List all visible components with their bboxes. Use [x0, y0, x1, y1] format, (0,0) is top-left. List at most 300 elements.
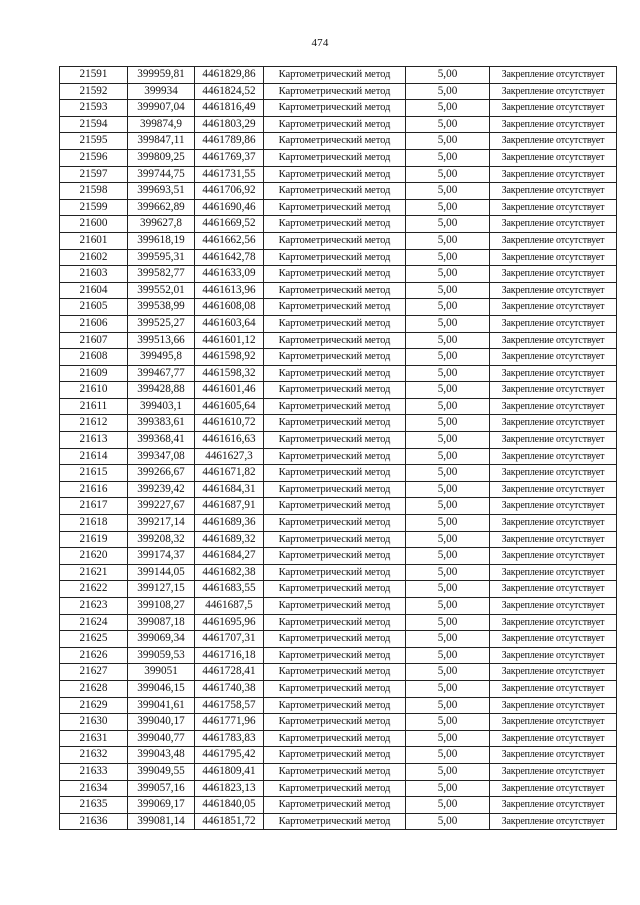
- method-cell: Картометрический метод: [264, 133, 406, 150]
- fixation-cell: Закрепление отсутствует: [490, 282, 617, 299]
- accuracy-cell: 5,00: [406, 564, 490, 581]
- y-coordinate-cell: 4461601,46: [195, 382, 264, 399]
- method-cell: Картометрический метод: [264, 730, 406, 747]
- method-cell: Картометрический метод: [264, 166, 406, 183]
- point-number-cell: 21636: [60, 813, 128, 830]
- accuracy-cell: 5,00: [406, 100, 490, 117]
- fixation-cell: Закрепление отсутствует: [490, 448, 617, 465]
- accuracy-cell: 5,00: [406, 432, 490, 449]
- accuracy-cell: 5,00: [406, 531, 490, 548]
- fixation-cell: Закрепление отсутствует: [490, 232, 617, 249]
- y-coordinate-cell: 4461662,56: [195, 232, 264, 249]
- method-cell: Картометрический метод: [264, 465, 406, 482]
- y-coordinate-cell: 4461690,46: [195, 199, 264, 216]
- point-number-cell: 21628: [60, 680, 128, 697]
- fixation-cell: Закрепление отсутствует: [490, 83, 617, 100]
- accuracy-cell: 5,00: [406, 730, 490, 747]
- method-cell: Картометрический метод: [264, 349, 406, 366]
- accuracy-cell: 5,00: [406, 614, 490, 631]
- method-cell: Картометрический метод: [264, 199, 406, 216]
- x-coordinate-cell: 399907,04: [128, 100, 195, 117]
- accuracy-cell: 5,00: [406, 332, 490, 349]
- table-row: [60, 548, 617, 565]
- y-coordinate-cell: 4461840,05: [195, 797, 264, 814]
- table-row: [60, 415, 617, 432]
- method-cell: Картометрический метод: [264, 83, 406, 100]
- point-number-cell: 21599: [60, 199, 128, 216]
- point-number-cell: 21635: [60, 797, 128, 814]
- y-coordinate-cell: 4461642,78: [195, 249, 264, 266]
- fixation-cell: Закрепление отсутствует: [490, 133, 617, 150]
- accuracy-cell: 5,00: [406, 216, 490, 233]
- method-cell: Картометрический метод: [264, 647, 406, 664]
- y-coordinate-cell: 4461789,86: [195, 133, 264, 150]
- fixation-cell: Закрепление отсутствует: [490, 763, 617, 780]
- fixation-cell: Закрепление отсутствует: [490, 166, 617, 183]
- table-row: [60, 631, 617, 648]
- point-number-cell: 21632: [60, 747, 128, 764]
- method-cell: Картометрический метод: [264, 232, 406, 249]
- table-row: [60, 581, 617, 598]
- x-coordinate-cell: 399127,15: [128, 581, 195, 598]
- accuracy-cell: 5,00: [406, 149, 490, 166]
- point-number-cell: 21602: [60, 249, 128, 266]
- fixation-cell: Закрепление отсутствует: [490, 481, 617, 498]
- method-cell: Картометрический метод: [264, 763, 406, 780]
- y-coordinate-cell: 4461695,96: [195, 614, 264, 631]
- table-row: [60, 166, 617, 183]
- fixation-cell: Закрепление отсутствует: [490, 183, 617, 200]
- method-cell: Картометрический метод: [264, 481, 406, 498]
- accuracy-cell: 5,00: [406, 166, 490, 183]
- point-number-cell: 21631: [60, 730, 128, 747]
- y-coordinate-cell: 4461829,86: [195, 67, 264, 84]
- y-coordinate-cell: 4461671,82: [195, 465, 264, 482]
- x-coordinate-cell: 399239,42: [128, 481, 195, 498]
- table-row: [60, 714, 617, 731]
- y-coordinate-cell: 4461740,38: [195, 680, 264, 697]
- table-row: [60, 697, 617, 714]
- point-number-cell: 21604: [60, 282, 128, 299]
- fixation-cell: Закрепление отсутствует: [490, 199, 617, 216]
- y-coordinate-cell: 4461613,96: [195, 282, 264, 299]
- method-cell: Картометрический метод: [264, 515, 406, 532]
- accuracy-cell: 5,00: [406, 581, 490, 598]
- y-coordinate-cell: 4461687,5: [195, 598, 264, 615]
- accuracy-cell: 5,00: [406, 232, 490, 249]
- accuracy-cell: 5,00: [406, 697, 490, 714]
- accuracy-cell: 5,00: [406, 67, 490, 84]
- method-cell: Картометрический метод: [264, 149, 406, 166]
- method-cell: Картометрический метод: [264, 581, 406, 598]
- y-coordinate-cell: 4461682,38: [195, 564, 264, 581]
- x-coordinate-cell: 399266,67: [128, 465, 195, 482]
- y-coordinate-cell: 4461803,29: [195, 116, 264, 133]
- table-row: [60, 432, 617, 449]
- y-coordinate-cell: 4461610,72: [195, 415, 264, 432]
- accuracy-cell: 5,00: [406, 398, 490, 415]
- x-coordinate-cell: 399618,19: [128, 232, 195, 249]
- y-coordinate-cell: 4461731,55: [195, 166, 264, 183]
- fixation-cell: Закрепление отсутствует: [490, 465, 617, 482]
- fixation-cell: Закрепление отсутствует: [490, 598, 617, 615]
- y-coordinate-cell: 4461689,32: [195, 531, 264, 548]
- fixation-cell: Закрепление отсутствует: [490, 415, 617, 432]
- fixation-cell: Закрепление отсутствует: [490, 365, 617, 382]
- x-coordinate-cell: 399208,32: [128, 531, 195, 548]
- accuracy-cell: 5,00: [406, 116, 490, 133]
- point-number-cell: 21607: [60, 332, 128, 349]
- x-coordinate-cell: 399040,17: [128, 714, 195, 731]
- method-cell: Картометрический метод: [264, 100, 406, 117]
- fixation-cell: Закрепление отсутствует: [490, 67, 617, 84]
- accuracy-cell: 5,00: [406, 664, 490, 681]
- point-number-cell: 21610: [60, 382, 128, 399]
- x-coordinate-cell: 399662,89: [128, 199, 195, 216]
- x-coordinate-cell: 399069,17: [128, 797, 195, 814]
- table-row: [60, 349, 617, 366]
- x-coordinate-cell: 399144,05: [128, 564, 195, 581]
- coordinates-table: [59, 66, 617, 830]
- accuracy-cell: 5,00: [406, 647, 490, 664]
- method-cell: Картометрический метод: [264, 614, 406, 631]
- y-coordinate-cell: 4461605,64: [195, 398, 264, 415]
- accuracy-cell: 5,00: [406, 780, 490, 797]
- y-coordinate-cell: 4461824,52: [195, 83, 264, 100]
- y-coordinate-cell: 4461608,08: [195, 299, 264, 316]
- table-row: [60, 564, 617, 581]
- accuracy-cell: 5,00: [406, 680, 490, 697]
- method-cell: Картометрический метод: [264, 67, 406, 84]
- accuracy-cell: 5,00: [406, 797, 490, 814]
- point-number-cell: 21624: [60, 614, 128, 631]
- point-number-cell: 21634: [60, 780, 128, 797]
- x-coordinate-cell: 399217,14: [128, 515, 195, 532]
- table-row: [60, 780, 617, 797]
- y-coordinate-cell: 4461758,57: [195, 697, 264, 714]
- table-row: [60, 299, 617, 316]
- x-coordinate-cell: 399174,37: [128, 548, 195, 565]
- point-number-cell: 21617: [60, 498, 128, 515]
- table-row: [60, 282, 617, 299]
- coordinates-table-body: [60, 67, 617, 830]
- method-cell: Картометрический метод: [264, 315, 406, 332]
- point-number-cell: 21627: [60, 664, 128, 681]
- method-cell: Картометрический метод: [264, 216, 406, 233]
- y-coordinate-cell: 4461669,52: [195, 216, 264, 233]
- table-row: [60, 133, 617, 150]
- point-number-cell: 21621: [60, 564, 128, 581]
- accuracy-cell: 5,00: [406, 315, 490, 332]
- point-number-cell: 21618: [60, 515, 128, 532]
- accuracy-cell: 5,00: [406, 498, 490, 515]
- table-row: [60, 382, 617, 399]
- method-cell: Картометрический метод: [264, 249, 406, 266]
- point-number-cell: 21608: [60, 349, 128, 366]
- accuracy-cell: 5,00: [406, 365, 490, 382]
- y-coordinate-cell: 4461616,63: [195, 432, 264, 449]
- point-number-cell: 21609: [60, 365, 128, 382]
- fixation-cell: Закрепление отсутствует: [490, 515, 617, 532]
- accuracy-cell: 5,00: [406, 747, 490, 764]
- accuracy-cell: 5,00: [406, 83, 490, 100]
- x-coordinate-cell: 399934: [128, 83, 195, 100]
- fixation-cell: Закрепление отсутствует: [490, 664, 617, 681]
- point-number-cell: 21592: [60, 83, 128, 100]
- fixation-cell: Закрепление отсутствует: [490, 797, 617, 814]
- method-cell: Картометрический метод: [264, 780, 406, 797]
- x-coordinate-cell: 399959,81: [128, 67, 195, 84]
- fixation-cell: Закрепление отсутствует: [490, 531, 617, 548]
- table-row: [60, 232, 617, 249]
- method-cell: Картометрический метод: [264, 548, 406, 565]
- method-cell: Картометрический метод: [264, 266, 406, 283]
- x-coordinate-cell: 399368,41: [128, 432, 195, 449]
- method-cell: Картометрический метод: [264, 432, 406, 449]
- table-row: [60, 515, 617, 532]
- x-coordinate-cell: 399513,66: [128, 332, 195, 349]
- method-cell: Картометрический метод: [264, 531, 406, 548]
- fixation-cell: Закрепление отсутствует: [490, 349, 617, 366]
- point-number-cell: 21630: [60, 714, 128, 731]
- x-coordinate-cell: 399847,11: [128, 133, 195, 150]
- accuracy-cell: 5,00: [406, 133, 490, 150]
- x-coordinate-cell: 399087,18: [128, 614, 195, 631]
- accuracy-cell: 5,00: [406, 183, 490, 200]
- x-coordinate-cell: 399693,51: [128, 183, 195, 200]
- y-coordinate-cell: 4461627,3: [195, 448, 264, 465]
- fixation-cell: Закрепление отсутствует: [490, 614, 617, 631]
- method-cell: Картометрический метод: [264, 631, 406, 648]
- x-coordinate-cell: 399041,61: [128, 697, 195, 714]
- accuracy-cell: 5,00: [406, 714, 490, 731]
- fixation-cell: Закрепление отсутствует: [490, 647, 617, 664]
- accuracy-cell: 5,00: [406, 448, 490, 465]
- method-cell: Картометрический метод: [264, 365, 406, 382]
- method-cell: Картометрический метод: [264, 564, 406, 581]
- y-coordinate-cell: 4461707,31: [195, 631, 264, 648]
- point-number-cell: 21605: [60, 299, 128, 316]
- method-cell: Картометрический метод: [264, 813, 406, 830]
- y-coordinate-cell: 4461769,37: [195, 149, 264, 166]
- table-row: [60, 813, 617, 830]
- method-cell: Картометрический метод: [264, 747, 406, 764]
- table-row: [60, 481, 617, 498]
- point-number-cell: 21629: [60, 697, 128, 714]
- x-coordinate-cell: 399403,1: [128, 398, 195, 415]
- point-number-cell: 21633: [60, 763, 128, 780]
- table-row: [60, 531, 617, 548]
- fixation-cell: Закрепление отсутствует: [490, 332, 617, 349]
- accuracy-cell: 5,00: [406, 763, 490, 780]
- table-row: [60, 249, 617, 266]
- fixation-cell: Закрепление отсутствует: [490, 299, 617, 316]
- table-row: [60, 365, 617, 382]
- method-cell: Картометрический метод: [264, 664, 406, 681]
- accuracy-cell: 5,00: [406, 382, 490, 399]
- y-coordinate-cell: 4461684,31: [195, 481, 264, 498]
- accuracy-cell: 5,00: [406, 548, 490, 565]
- table-row: [60, 216, 617, 233]
- table-row: [60, 199, 617, 216]
- y-coordinate-cell: 4461728,41: [195, 664, 264, 681]
- method-cell: Картометрический метод: [264, 332, 406, 349]
- y-coordinate-cell: 4461684,27: [195, 548, 264, 565]
- y-coordinate-cell: 4461823,13: [195, 780, 264, 797]
- y-coordinate-cell: 4461633,09: [195, 266, 264, 283]
- fixation-cell: Закрепление отсутствует: [490, 149, 617, 166]
- method-cell: Картометрический метод: [264, 282, 406, 299]
- fixation-cell: Закрепление отсутствует: [490, 216, 617, 233]
- table-row: [60, 598, 617, 615]
- fixation-cell: Закрепление отсутствует: [490, 714, 617, 731]
- x-coordinate-cell: 399495,8: [128, 349, 195, 366]
- point-number-cell: 21603: [60, 266, 128, 283]
- table-row: [60, 763, 617, 780]
- fixation-cell: Закрепление отсутствует: [490, 680, 617, 697]
- fixation-cell: Закрепление отсутствует: [490, 631, 617, 648]
- point-number-cell: 21616: [60, 481, 128, 498]
- x-coordinate-cell: 399809,25: [128, 149, 195, 166]
- x-coordinate-cell: 399227,67: [128, 498, 195, 515]
- y-coordinate-cell: 4461598,92: [195, 349, 264, 366]
- table-row: [60, 83, 617, 100]
- point-number-cell: 21591: [60, 67, 128, 84]
- table-row: [60, 664, 617, 681]
- x-coordinate-cell: 399525,27: [128, 315, 195, 332]
- y-coordinate-cell: 4461601,12: [195, 332, 264, 349]
- accuracy-cell: 5,00: [406, 349, 490, 366]
- accuracy-cell: 5,00: [406, 266, 490, 283]
- accuracy-cell: 5,00: [406, 249, 490, 266]
- y-coordinate-cell: 4461816,49: [195, 100, 264, 117]
- x-coordinate-cell: 399108,27: [128, 598, 195, 615]
- fixation-cell: Закрепление отсутствует: [490, 398, 617, 415]
- page-number: 474: [311, 37, 329, 49]
- table-row: [60, 680, 617, 697]
- table-row: [60, 266, 617, 283]
- x-coordinate-cell: 399552,01: [128, 282, 195, 299]
- method-cell: Картометрический метод: [264, 797, 406, 814]
- accuracy-cell: 5,00: [406, 598, 490, 615]
- y-coordinate-cell: 4461771,96: [195, 714, 264, 731]
- fixation-cell: Закрепление отсутствует: [490, 581, 617, 598]
- table-row: [60, 183, 617, 200]
- point-number-cell: 21613: [60, 432, 128, 449]
- method-cell: Картометрический метод: [264, 415, 406, 432]
- fixation-cell: Закрепление отсутствует: [490, 116, 617, 133]
- point-number-cell: 21611: [60, 398, 128, 415]
- accuracy-cell: 5,00: [406, 515, 490, 532]
- fixation-cell: Закрепление отсутствует: [490, 266, 617, 283]
- method-cell: Картометрический метод: [264, 697, 406, 714]
- accuracy-cell: 5,00: [406, 465, 490, 482]
- method-cell: Картометрический метод: [264, 714, 406, 731]
- x-coordinate-cell: 399744,75: [128, 166, 195, 183]
- table-row: [60, 498, 617, 515]
- point-number-cell: 21625: [60, 631, 128, 648]
- fixation-cell: Закрепление отсутствует: [490, 100, 617, 117]
- y-coordinate-cell: 4461716,18: [195, 647, 264, 664]
- x-coordinate-cell: 399467,77: [128, 365, 195, 382]
- x-coordinate-cell: 399057,16: [128, 780, 195, 797]
- fixation-cell: Закрепление отсутствует: [490, 432, 617, 449]
- fixation-cell: Закрепление отсутствует: [490, 780, 617, 797]
- x-coordinate-cell: 399059,53: [128, 647, 195, 664]
- accuracy-cell: 5,00: [406, 415, 490, 432]
- y-coordinate-cell: 4461851,72: [195, 813, 264, 830]
- x-coordinate-cell: 399069,34: [128, 631, 195, 648]
- fixation-cell: Закрепление отсутствует: [490, 564, 617, 581]
- table-row: [60, 647, 617, 664]
- x-coordinate-cell: 399428,88: [128, 382, 195, 399]
- table-row: [60, 315, 617, 332]
- x-coordinate-cell: 399049,55: [128, 763, 195, 780]
- fixation-cell: Закрепление отсутствует: [490, 548, 617, 565]
- table-row: [60, 797, 617, 814]
- table-row: [60, 149, 617, 166]
- fixation-cell: Закрепление отсутствует: [490, 747, 617, 764]
- y-coordinate-cell: 4461687,91: [195, 498, 264, 515]
- table-row: [60, 465, 617, 482]
- point-number-cell: 21612: [60, 415, 128, 432]
- point-number-cell: 21594: [60, 116, 128, 133]
- fixation-cell: Закрепление отсутствует: [490, 249, 617, 266]
- x-coordinate-cell: 399051: [128, 664, 195, 681]
- point-number-cell: 21614: [60, 448, 128, 465]
- table-row: [60, 614, 617, 631]
- point-number-cell: 21600: [60, 216, 128, 233]
- table-row: [60, 398, 617, 415]
- x-coordinate-cell: 399874,9: [128, 116, 195, 133]
- table-row: [60, 448, 617, 465]
- x-coordinate-cell: 399538,99: [128, 299, 195, 316]
- x-coordinate-cell: 399043,48: [128, 747, 195, 764]
- x-coordinate-cell: 399081,14: [128, 813, 195, 830]
- accuracy-cell: 5,00: [406, 199, 490, 216]
- method-cell: Картометрический метод: [264, 382, 406, 399]
- method-cell: Картометрический метод: [264, 448, 406, 465]
- x-coordinate-cell: 399040,77: [128, 730, 195, 747]
- accuracy-cell: 5,00: [406, 282, 490, 299]
- point-number-cell: 21593: [60, 100, 128, 117]
- y-coordinate-cell: 4461783,83: [195, 730, 264, 747]
- point-number-cell: 21596: [60, 149, 128, 166]
- y-coordinate-cell: 4461598,32: [195, 365, 264, 382]
- y-coordinate-cell: 4461683,55: [195, 581, 264, 598]
- y-coordinate-cell: 4461689,36: [195, 515, 264, 532]
- x-coordinate-cell: 399595,31: [128, 249, 195, 266]
- accuracy-cell: 5,00: [406, 813, 490, 830]
- point-number-cell: 21595: [60, 133, 128, 150]
- method-cell: Картометрический метод: [264, 680, 406, 697]
- point-number-cell: 21623: [60, 598, 128, 615]
- method-cell: Картометрический метод: [264, 183, 406, 200]
- x-coordinate-cell: 399046,15: [128, 680, 195, 697]
- accuracy-cell: 5,00: [406, 631, 490, 648]
- accuracy-cell: 5,00: [406, 481, 490, 498]
- fixation-cell: Закрепление отсутствует: [490, 315, 617, 332]
- table-row: [60, 747, 617, 764]
- y-coordinate-cell: 4461795,42: [195, 747, 264, 764]
- point-number-cell: 21622: [60, 581, 128, 598]
- table-row: [60, 116, 617, 133]
- y-coordinate-cell: 4461706,92: [195, 183, 264, 200]
- table-row: [60, 332, 617, 349]
- fixation-cell: Закрепление отсутствует: [490, 697, 617, 714]
- point-number-cell: 21598: [60, 183, 128, 200]
- fixation-cell: Закрепление отсутствует: [490, 813, 617, 830]
